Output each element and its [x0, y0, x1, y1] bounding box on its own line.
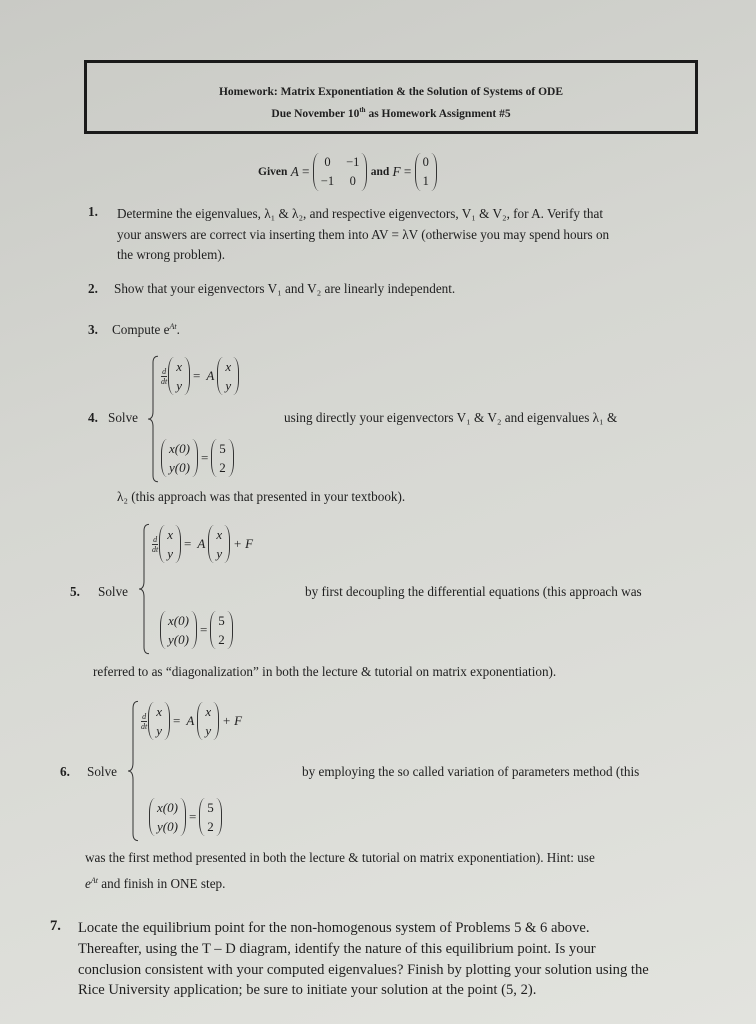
brace-path	[139, 524, 149, 653]
given-label: Given	[258, 166, 288, 178]
paren-left	[211, 439, 217, 477]
vector-entries	[168, 611, 189, 649]
d-numerator: d	[153, 534, 158, 544]
problem-7-text	[78, 918, 649, 1001]
paren-left	[159, 525, 165, 563]
due-line	[87, 101, 695, 123]
vector-entry: 2	[219, 460, 226, 475]
paren-right	[164, 702, 170, 740]
d-dt-fraction	[141, 712, 147, 731]
vector-entry: 2	[207, 819, 214, 834]
problem-5-continuation: referred to as “diagonalization” in both the lecture & tutorial on matrix exponentiation).	[93, 664, 557, 679]
vector-entries	[167, 525, 173, 563]
paren-left	[149, 798, 155, 836]
differential-equation	[161, 357, 239, 395]
vector-entries	[218, 611, 225, 649]
vector-entry: y(0)	[169, 460, 190, 475]
vector-entry: x	[167, 527, 174, 542]
equals-sign: =	[184, 536, 192, 551]
vector-entry: x(0)	[168, 613, 189, 628]
matrix-a-symbol: A	[197, 536, 206, 551]
problem-1-number: 1.	[88, 204, 98, 219]
paren-left	[161, 439, 167, 477]
matrix-a	[313, 153, 368, 191]
given-line: Given A = 0 −1 −1 0 and F = 0 1	[258, 153, 437, 191]
column-vector	[160, 611, 197, 649]
paren-right	[175, 525, 181, 563]
matrix-entry: 0	[324, 155, 331, 169]
problem-2-text: Show that your eigenvectors V₁ and V₂ are linearly independent.	[114, 281, 456, 296]
column-vector	[159, 525, 181, 563]
vector-entry: y	[225, 378, 232, 393]
equals-sign: =	[173, 713, 181, 728]
column-vector	[199, 798, 222, 836]
problem-6-hint	[85, 876, 225, 892]
equals-sign: =	[188, 809, 197, 824]
differential-equation	[141, 702, 245, 740]
column-vector	[149, 798, 186, 836]
a-symbol: A	[290, 164, 299, 179]
problem-4-continuation: λ₂ (this approach was that presented in your textbook).	[117, 489, 406, 504]
matrix-entry: −1	[346, 155, 360, 169]
d-numerator: d	[142, 711, 147, 721]
matrix-entry: 0	[349, 174, 356, 188]
vector-entry: y	[156, 723, 163, 738]
plus-f-term: + F	[233, 536, 254, 551]
dt-denominator: dt	[141, 721, 148, 731]
due-suffix: as Homework Assignment #5	[365, 107, 511, 120]
problem-5-number: 5.	[70, 584, 80, 599]
plus-f-term: + F	[222, 713, 243, 728]
homework-title: Homework: Matrix Exponentiation & the Solution of Systems of ODE	[218, 86, 564, 98]
problem-6-continuation: was the first method presented in both the lecture & tutorial on matrix exponentiation). Hint: use	[85, 850, 595, 865]
vector-entry: 5	[219, 441, 226, 456]
text-line: your answers are correct via inserting them into AV = λV (otherwise you may spend hours on	[117, 226, 610, 242]
paren-left	[208, 525, 214, 563]
vector-entry: x	[216, 527, 223, 542]
vector-entry: y(0)	[168, 632, 189, 647]
problem-2-number: 2.	[88, 281, 98, 296]
vector-entry: 5	[218, 613, 225, 628]
column-vector	[161, 439, 198, 477]
vector-entries	[225, 357, 231, 395]
paren-right	[227, 611, 233, 649]
vector-entry: y(0)	[157, 819, 178, 834]
column-vector	[211, 439, 234, 477]
left-brace-icon	[138, 523, 150, 655]
paren-right	[213, 702, 219, 740]
paren-right	[228, 439, 234, 477]
equals-sign: =	[200, 450, 209, 465]
text-line: conclusion consistent with your computed eigenvalues? Finish by plotting your solution using the	[78, 961, 649, 978]
vector-entry: x	[156, 704, 163, 719]
text-line: Determine the eigenvalues, λ₁ & λ₂, and respective eigenvectors, V₁ & V₂, for A. Verify that	[117, 206, 604, 221]
initial-condition	[160, 611, 233, 649]
vector-entries	[157, 798, 178, 836]
d-dt-fraction	[161, 367, 167, 386]
text-line: Thereafter, using the T – D diagram, identify the nature of this equilibrium point. Is your	[78, 940, 596, 957]
problem-5-system	[138, 523, 298, 655]
matrix-a-entries	[321, 153, 360, 191]
paren-left	[210, 611, 216, 649]
vector-f	[415, 153, 437, 191]
paren-right	[184, 357, 190, 395]
exp-base: e	[85, 876, 91, 892]
text: and finish in ONE step.	[97, 876, 226, 892]
vector-entries	[207, 798, 214, 836]
paren-left	[313, 153, 319, 191]
column-vector	[168, 357, 190, 395]
paren-right	[431, 153, 437, 191]
vector-entry: 5	[207, 800, 214, 815]
vector-entries	[205, 702, 211, 740]
column-vector	[197, 702, 219, 740]
paren-left	[217, 357, 223, 395]
problem-6-right-text: by employing the so called variation of parameters method (this	[302, 764, 640, 779]
text-line: Rice University application; be sure to initiate your solution at the point (5, 2).	[78, 982, 537, 999]
text-line: the wrong problem).	[117, 247, 226, 262]
matrix-a-symbol: A	[206, 368, 215, 383]
f-symbol: F	[392, 164, 401, 179]
paren-left	[415, 153, 421, 191]
d-numerator: d	[162, 366, 167, 376]
vector-entry: y	[205, 723, 212, 738]
paren-right	[224, 525, 230, 563]
paren-right	[192, 439, 198, 477]
vector-entries	[169, 439, 190, 477]
column-vector	[217, 357, 239, 395]
initial-condition	[161, 439, 234, 477]
exponent: At	[169, 322, 177, 331]
problem-4-system	[147, 355, 277, 483]
vector-entry: y	[176, 378, 183, 393]
left-brace-icon	[147, 355, 159, 483]
text-line: Locate the equilibrium point for the non-homogenous system of Problems 5 & 6 above.	[78, 920, 590, 936]
paren-right	[191, 611, 197, 649]
problem-5-right-text: by first decoupling the differential equations (this approach was	[305, 584, 642, 599]
problem-3-text	[112, 322, 180, 338]
matrix-a-symbol: A	[186, 713, 195, 728]
brace-path	[148, 356, 158, 481]
equals-sign: =	[193, 368, 201, 383]
vector-entry: y	[216, 546, 223, 561]
vector-entry: x	[225, 359, 232, 374]
vector-entries	[216, 525, 222, 563]
vector-f-entries	[423, 153, 429, 191]
brace-path	[128, 701, 138, 840]
problem-1-text	[117, 204, 609, 266]
problem-5-solve: Solve	[98, 584, 129, 599]
text: Compute e	[112, 322, 170, 338]
problem-4-number: 4.	[88, 410, 98, 425]
column-vector	[210, 611, 233, 649]
title-box	[84, 60, 698, 134]
vector-entry: x(0)	[157, 800, 178, 815]
vector-entry: x	[176, 359, 183, 374]
vector-entry: x(0)	[169, 441, 190, 456]
problem-7-number: 7.	[50, 918, 61, 934]
matrix-entry: −1	[320, 174, 335, 188]
paren-right	[216, 798, 222, 836]
paren-right	[233, 357, 239, 395]
due-prefix: Due November 10	[271, 107, 360, 120]
initial-condition	[149, 798, 222, 836]
dt-denominator: dt	[161, 376, 168, 386]
vector-entries	[176, 357, 182, 395]
vector-entries	[219, 439, 226, 477]
d-dt-fraction	[152, 535, 158, 554]
problem-6-system	[127, 700, 297, 842]
paren-left	[199, 798, 205, 836]
vector-entry: y	[167, 546, 174, 561]
vector-entry: 2	[218, 632, 225, 647]
paren-right	[361, 153, 367, 191]
column-vector	[208, 525, 230, 563]
problem-3-number: 3.	[88, 322, 98, 337]
problem-4-solve: Solve	[108, 410, 139, 425]
text: .	[176, 322, 180, 338]
exponent: At	[90, 876, 98, 885]
paren-right	[180, 798, 186, 836]
paren-left	[160, 611, 166, 649]
and-label: and	[370, 166, 390, 178]
vector-entries	[156, 702, 162, 740]
vector-entry: 1	[422, 174, 429, 188]
paren-left	[197, 702, 203, 740]
dt-denominator: dt	[152, 544, 159, 554]
equals-sign: =	[199, 622, 208, 637]
vector-entry: x	[205, 704, 212, 719]
problem-4-right-text: using directly your eigenvectors V₁ & V₂ and eigenvalues λ₁ &	[284, 410, 618, 425]
paren-left	[168, 357, 174, 395]
left-brace-icon	[127, 700, 139, 842]
problem-6-solve: Solve	[87, 764, 118, 779]
problem-6-number: 6.	[60, 764, 70, 779]
differential-equation	[152, 525, 256, 563]
vector-entry: 0	[422, 155, 429, 169]
due-sup: th	[359, 106, 366, 114]
paren-left	[148, 702, 154, 740]
column-vector	[148, 702, 170, 740]
